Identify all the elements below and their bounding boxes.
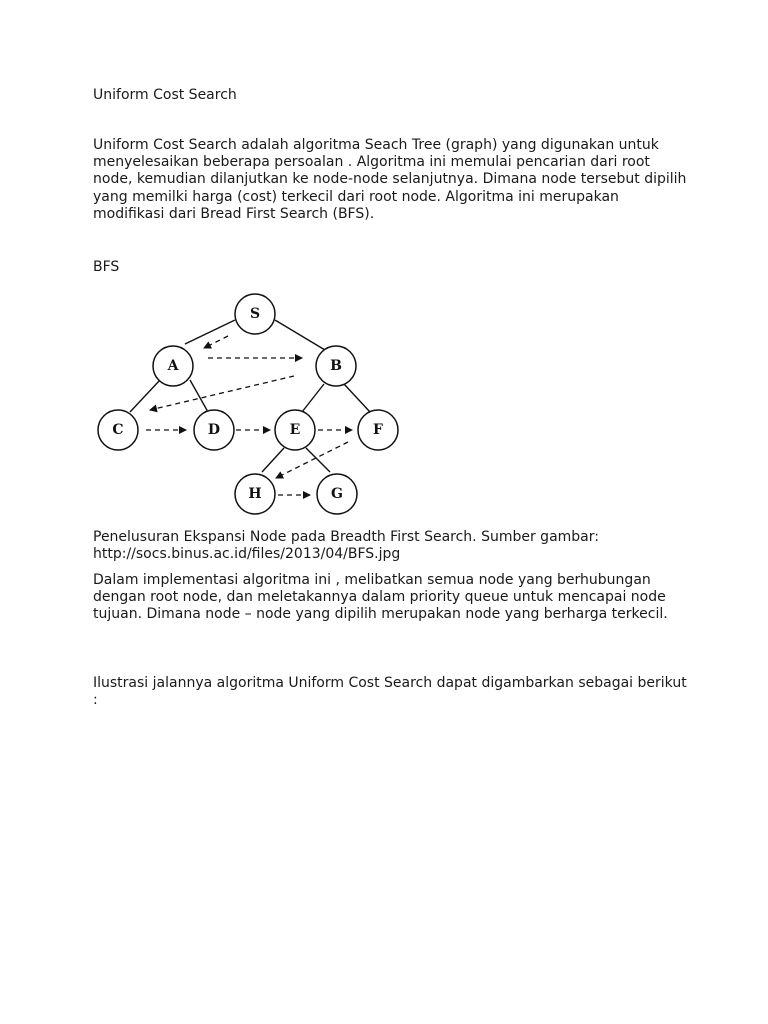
arrow-s-a — [204, 336, 228, 348]
edge-e-g — [306, 448, 330, 472]
edge-a-d — [190, 380, 208, 412]
edge-s-b — [275, 320, 325, 350]
node-label-g: G — [331, 486, 343, 502]
node-label-b: B — [330, 358, 342, 374]
figure-caption: Penelusuran Ekspansi Node pada Breadth First Search. Sumber gambar: http://socs.binus.ac.id/files/2013/04/BFS.jpg — [93, 529, 599, 563]
node-label-a: A — [167, 358, 179, 374]
edge-e-h — [262, 448, 284, 472]
node-label-h: H — [248, 486, 262, 502]
node-label-f: F — [373, 422, 383, 438]
edge-s-a — [185, 320, 235, 344]
intro-paragraph: Uniform Cost Search adalah algoritma Seach Tree (graph) yang digunakan untuk menyelesaikan beberapa persoalan . Algoritma ini memulai pencarian dari root node, kemudian dilanjutkan ke node-node selanjutnya. Dimana node tersebut dipilih yang memilki harga (cost) terkecil dari root node. Algoritma ini merupakan modifikasi dari Bread First Search (BFS). — [93, 137, 687, 222]
tree-edges — [130, 320, 370, 472]
edge-b-f — [344, 384, 370, 412]
bfs-heading: BFS — [93, 259, 120, 275]
node-label-s: S — [249, 306, 261, 322]
edge-b-e — [302, 384, 324, 412]
bfs-tree-diagram — [90, 290, 410, 520]
node-label-c: C — [112, 422, 124, 438]
implementation-paragraph: Dalam implementasi algoritma ini , melibatkan semua node yang berhubungan dengan root node, dan meletakannya dalam priority queue untuk mencapai node tujuan. Dimana node – node yang dipilih merupakan node yang berharga terkecil. — [93, 572, 668, 623]
node-label-d: D — [207, 422, 221, 438]
illustration-paragraph: Ilustrasi jalannya algoritma Uniform Cost Search dapat digambarkan sebagai berikut : — [93, 675, 687, 709]
node-label-e: E — [289, 422, 301, 438]
document-title: Uniform Cost Search — [93, 87, 237, 103]
edge-a-c — [130, 380, 160, 412]
